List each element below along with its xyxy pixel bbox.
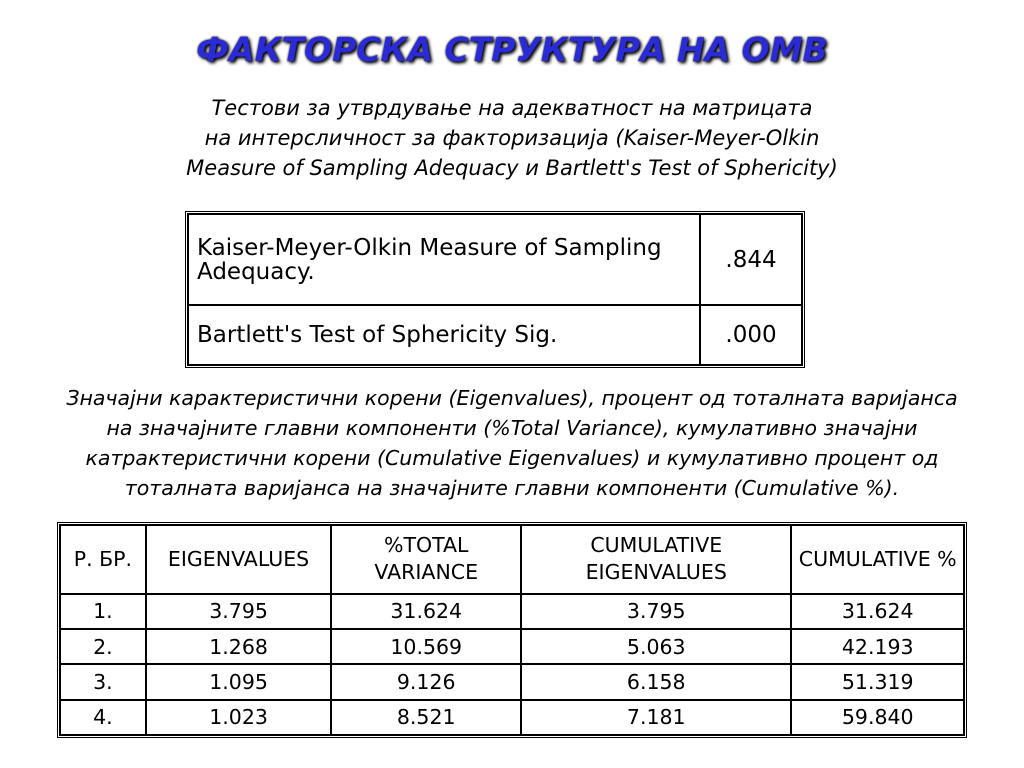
table-cell: 1.095 — [146, 664, 332, 699]
header-row-number: Р. БР. — [60, 525, 146, 594]
table-cell: 3.795 — [521, 594, 791, 629]
table-cell: 31.624 — [331, 594, 521, 629]
table-cell: 1. — [60, 594, 146, 629]
table-row — [188, 214, 802, 305]
table-row — [60, 700, 964, 735]
subtitle-line: на интерсличност за факторизација (Kaiser-Meyer-Olkin — [204, 126, 820, 150]
table-cell: 3.795 — [146, 594, 332, 629]
subtitle-line: Measure of Sampling Adequacy и Bartlett's Test of Sphericity) — [186, 156, 838, 180]
table-cell: 4. — [60, 700, 146, 735]
header-total-variance: %TOTAL VARIANCE — [331, 525, 521, 594]
table-cell: 42.193 — [791, 629, 964, 664]
table-header-row — [60, 525, 964, 594]
paragraph-line: катрактеристични корени (Cumulative Eigenvalues) и кумулативно процент од — [85, 446, 939, 470]
table-cell: 59.840 — [791, 700, 964, 735]
table-cell: 8.521 — [331, 700, 521, 735]
kmo-value: .844 — [700, 214, 802, 305]
kmo-bartlett-table — [185, 211, 805, 368]
table-cell: 9.126 — [331, 664, 521, 699]
table-cell: 1.268 — [146, 629, 332, 664]
table-cell: 7.181 — [521, 700, 791, 735]
eigenvalues-table — [57, 522, 967, 738]
table-row — [60, 664, 964, 699]
table-row — [60, 629, 964, 664]
subtitle — [0, 93, 1024, 183]
header-cumulative-percent: CUMULATIVE % — [791, 525, 964, 594]
bartlett-value: .000 — [700, 305, 802, 365]
table-cell: 1.023 — [146, 700, 332, 735]
table-cell: 51.319 — [791, 664, 964, 699]
table-cell: 10.569 — [331, 629, 521, 664]
header-cumulative-eigenvalues: CUMULATIVE EIGENVALUES — [521, 525, 791, 594]
header-eigenvalues: EIGENVALUES — [146, 525, 332, 594]
table-cell: 6.158 — [521, 664, 791, 699]
paragraph-line: тоталната варијанса на значајните главни компоненти (Cumulative %). — [124, 476, 900, 500]
paragraph-line: на значајните главни компоненти (%Total Variance), кумулативно значајни — [106, 416, 918, 440]
kmo-label: Kaiser-Meyer-Olkin Measure of Sampling Adequacy. — [188, 214, 700, 305]
description-paragraph — [0, 383, 1024, 503]
page-title: ФАКТОРСКА СТРУКТУРА НА ОМВ — [196, 30, 828, 69]
table-cell: 3. — [60, 664, 146, 699]
table-cell: 31.624 — [791, 594, 964, 629]
table-cell: 5.063 — [521, 629, 791, 664]
table-cell: 2. — [60, 629, 146, 664]
bartlett-label: Bartlett's Test of Sphericity Sig. — [188, 305, 700, 365]
subtitle-line: Тестови за утврдување на адекватност на матрицата — [211, 96, 813, 120]
table-row — [60, 594, 964, 629]
table-row — [188, 305, 802, 365]
paragraph-line: Значајни карактеристични корени (Eigenvalues), процент од тоталната варијанса — [66, 386, 958, 410]
